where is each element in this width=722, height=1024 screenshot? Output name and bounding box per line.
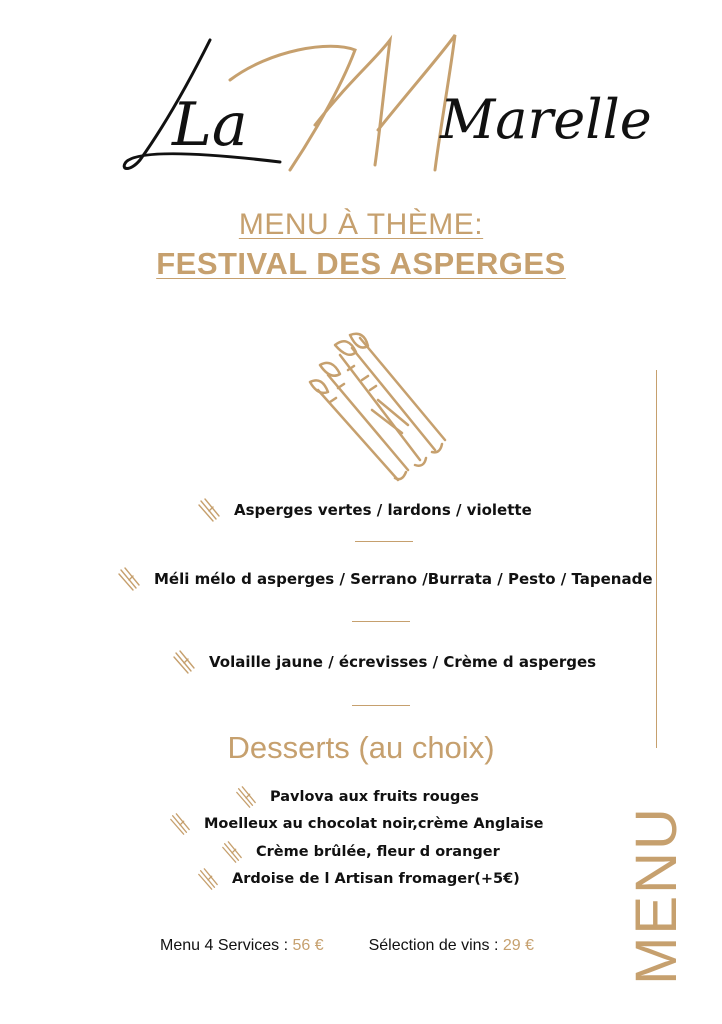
theme-title: MENU À THÈME: <box>238 208 484 241</box>
dish-item <box>196 497 532 523</box>
asparagus-icon <box>234 785 258 809</box>
dish-label: Méli mélo d asperges / Serrano /Burrata / Pesto / Tapenade <box>154 570 653 588</box>
divider <box>352 705 410 706</box>
asparagus-icon <box>116 566 142 592</box>
dish-item <box>171 649 596 675</box>
dessert-label: Crème brûlée, fleur d oranger <box>256 844 500 860</box>
divider <box>352 621 410 622</box>
dessert-item <box>220 840 500 864</box>
vertical-divider <box>656 370 657 748</box>
logo-text-la: La <box>172 90 248 160</box>
dish-label: Volaille jaune / écrevisses / Crème d asperges <box>209 653 597 671</box>
dessert-item <box>234 785 479 809</box>
asparagus-icon <box>220 840 244 864</box>
menu-price-value: 56 € <box>292 937 324 954</box>
asparagus-icon <box>171 649 197 675</box>
pricing-line <box>160 937 534 955</box>
asparagus-icon <box>168 812 192 836</box>
dish-label: Asperges vertes / lardons / violette <box>234 501 532 519</box>
wine-price-label: Sélection de vins : <box>368 937 499 954</box>
restaurant-logo <box>110 20 652 190</box>
divider <box>355 541 413 542</box>
side-menu-label: MENU <box>623 805 689 985</box>
dessert-item <box>196 867 520 891</box>
dessert-label: Ardoise de l Artisan fromager(+5€) <box>232 871 520 887</box>
theme-subtitle: FESTIVAL DES ASPERGES <box>156 246 566 281</box>
wine-price-value: 29 € <box>502 937 535 954</box>
dessert-label: Pavlova aux fruits rouges <box>270 789 479 805</box>
dessert-label: Moelleux au chocolat noir,crème Anglaise <box>204 816 544 832</box>
asparagus-icon <box>196 867 220 891</box>
asparagus-bundle-icon <box>300 330 460 490</box>
logo-text-marelle: Marelle <box>440 88 652 151</box>
dish-item <box>116 566 653 592</box>
menu-price-label: Menu 4 Services : <box>160 937 289 954</box>
desserts-title: Desserts (au choix) <box>227 730 495 765</box>
asparagus-icon <box>196 497 222 523</box>
dessert-item <box>168 812 544 836</box>
